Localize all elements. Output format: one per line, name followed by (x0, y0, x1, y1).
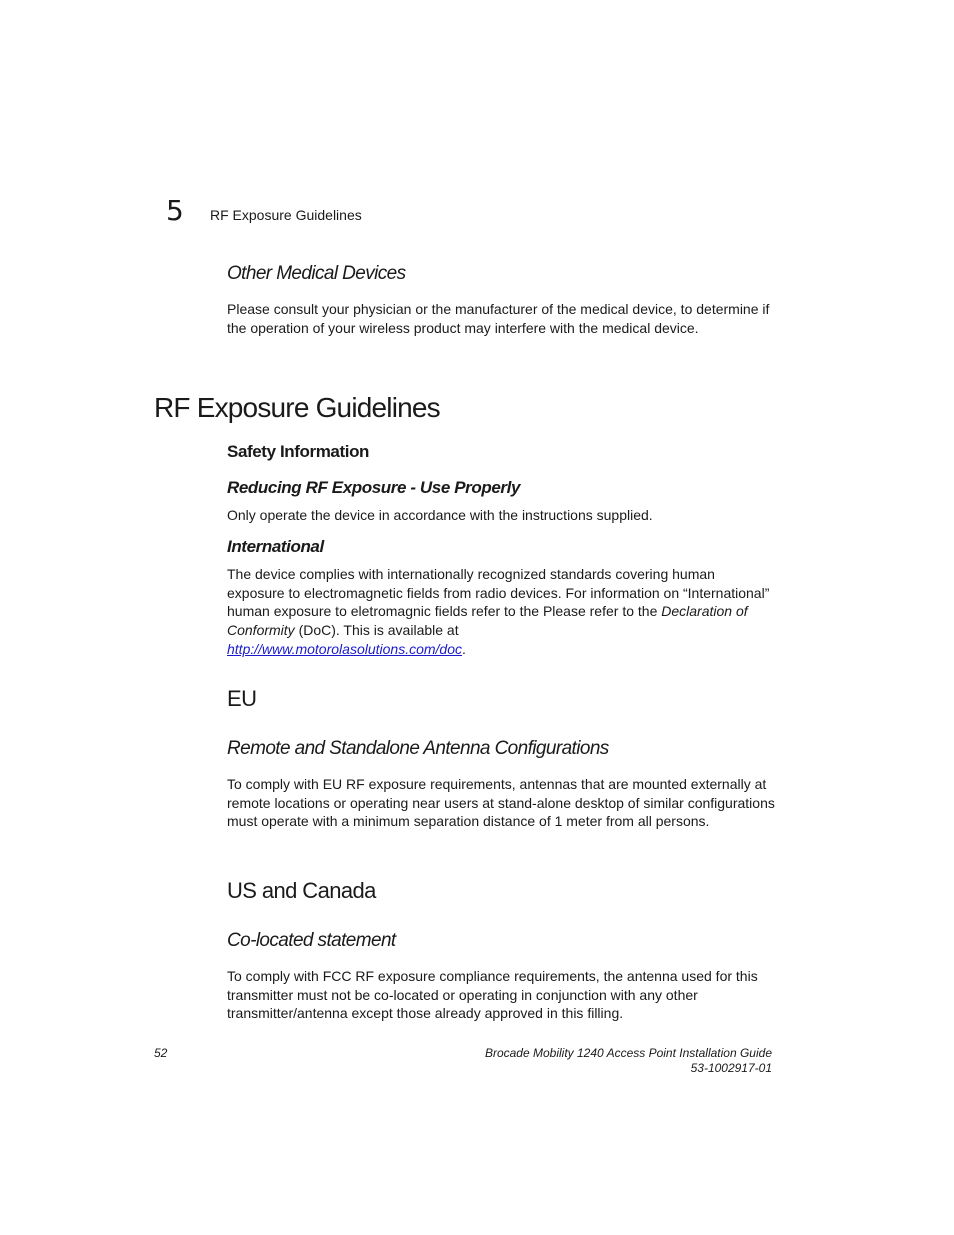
heading-safety-information: Safety Information (227, 442, 370, 461)
paragraph-other-medical-devices: Please consult your physician or the manufacturer of the medical device, to determine if the operation of your wireless product may interfere with the medical device. (227, 301, 770, 336)
heading-rf-exposure-guidelines: RF Exposure Guidelines (154, 392, 440, 423)
link-suffix: . (462, 640, 466, 657)
declaration-of-conformity-emphasis: Declaration of Conformity (227, 603, 748, 639)
heading-reducing-rf-exposure: Reducing RF Exposure - Use Properly (227, 478, 521, 497)
international-text-2: (DoC). This is available at (294, 622, 459, 639)
footer-page-number: 52 (154, 1046, 168, 1060)
footer-doc-number: 53-1002917-01 (690, 1061, 772, 1075)
heading-international: International (227, 537, 324, 556)
heading-remote-standalone-antenna: Remote and Standalone Antenna Configurations (227, 738, 609, 759)
paragraph-co-located-statement: To comply with FCC RF exposure compliance requirements, the antenna used for this transmitter must not be co-located or operating in conjunction with any other transmitter/antenna except those already approved in this filling. (227, 968, 758, 1022)
footer-doc-title: Brocade Mobility 1240 Access Point Installation Guide (484, 1046, 772, 1060)
heading-eu: EU (227, 686, 257, 711)
heading-other-medical-devices: Other Medical Devices (227, 263, 406, 284)
heading-us-and-canada: US and Canada (227, 878, 376, 903)
doc-link[interactable]: http://www.motorolasolutions.com/doc (227, 640, 462, 657)
international-text-1: The device complies with internationally recognized standards covering human exposure to electromagnetic fields from radio devices. For information on “International” human exposure to eletromagnic fields refer to the Please refer to the (227, 566, 770, 620)
paragraph-international (227, 565, 775, 659)
heading-co-located-statement: Co-located statement (227, 930, 396, 951)
chapter-number: 5 (166, 194, 184, 227)
paragraph-remote-standalone-antenna: To comply with EU RF exposure requirements, antennas that are mounted externally at remote locations or operating near users at stand-alone desktop of similar configurations must operate with a minimum separation distance of 1 meter from all persons. (227, 776, 775, 830)
running-header-title: RF Exposure Guidelines (210, 207, 362, 223)
paragraph-reducing-rf-exposure: Only operate the device in accordance with the instructions supplied. (227, 507, 653, 523)
